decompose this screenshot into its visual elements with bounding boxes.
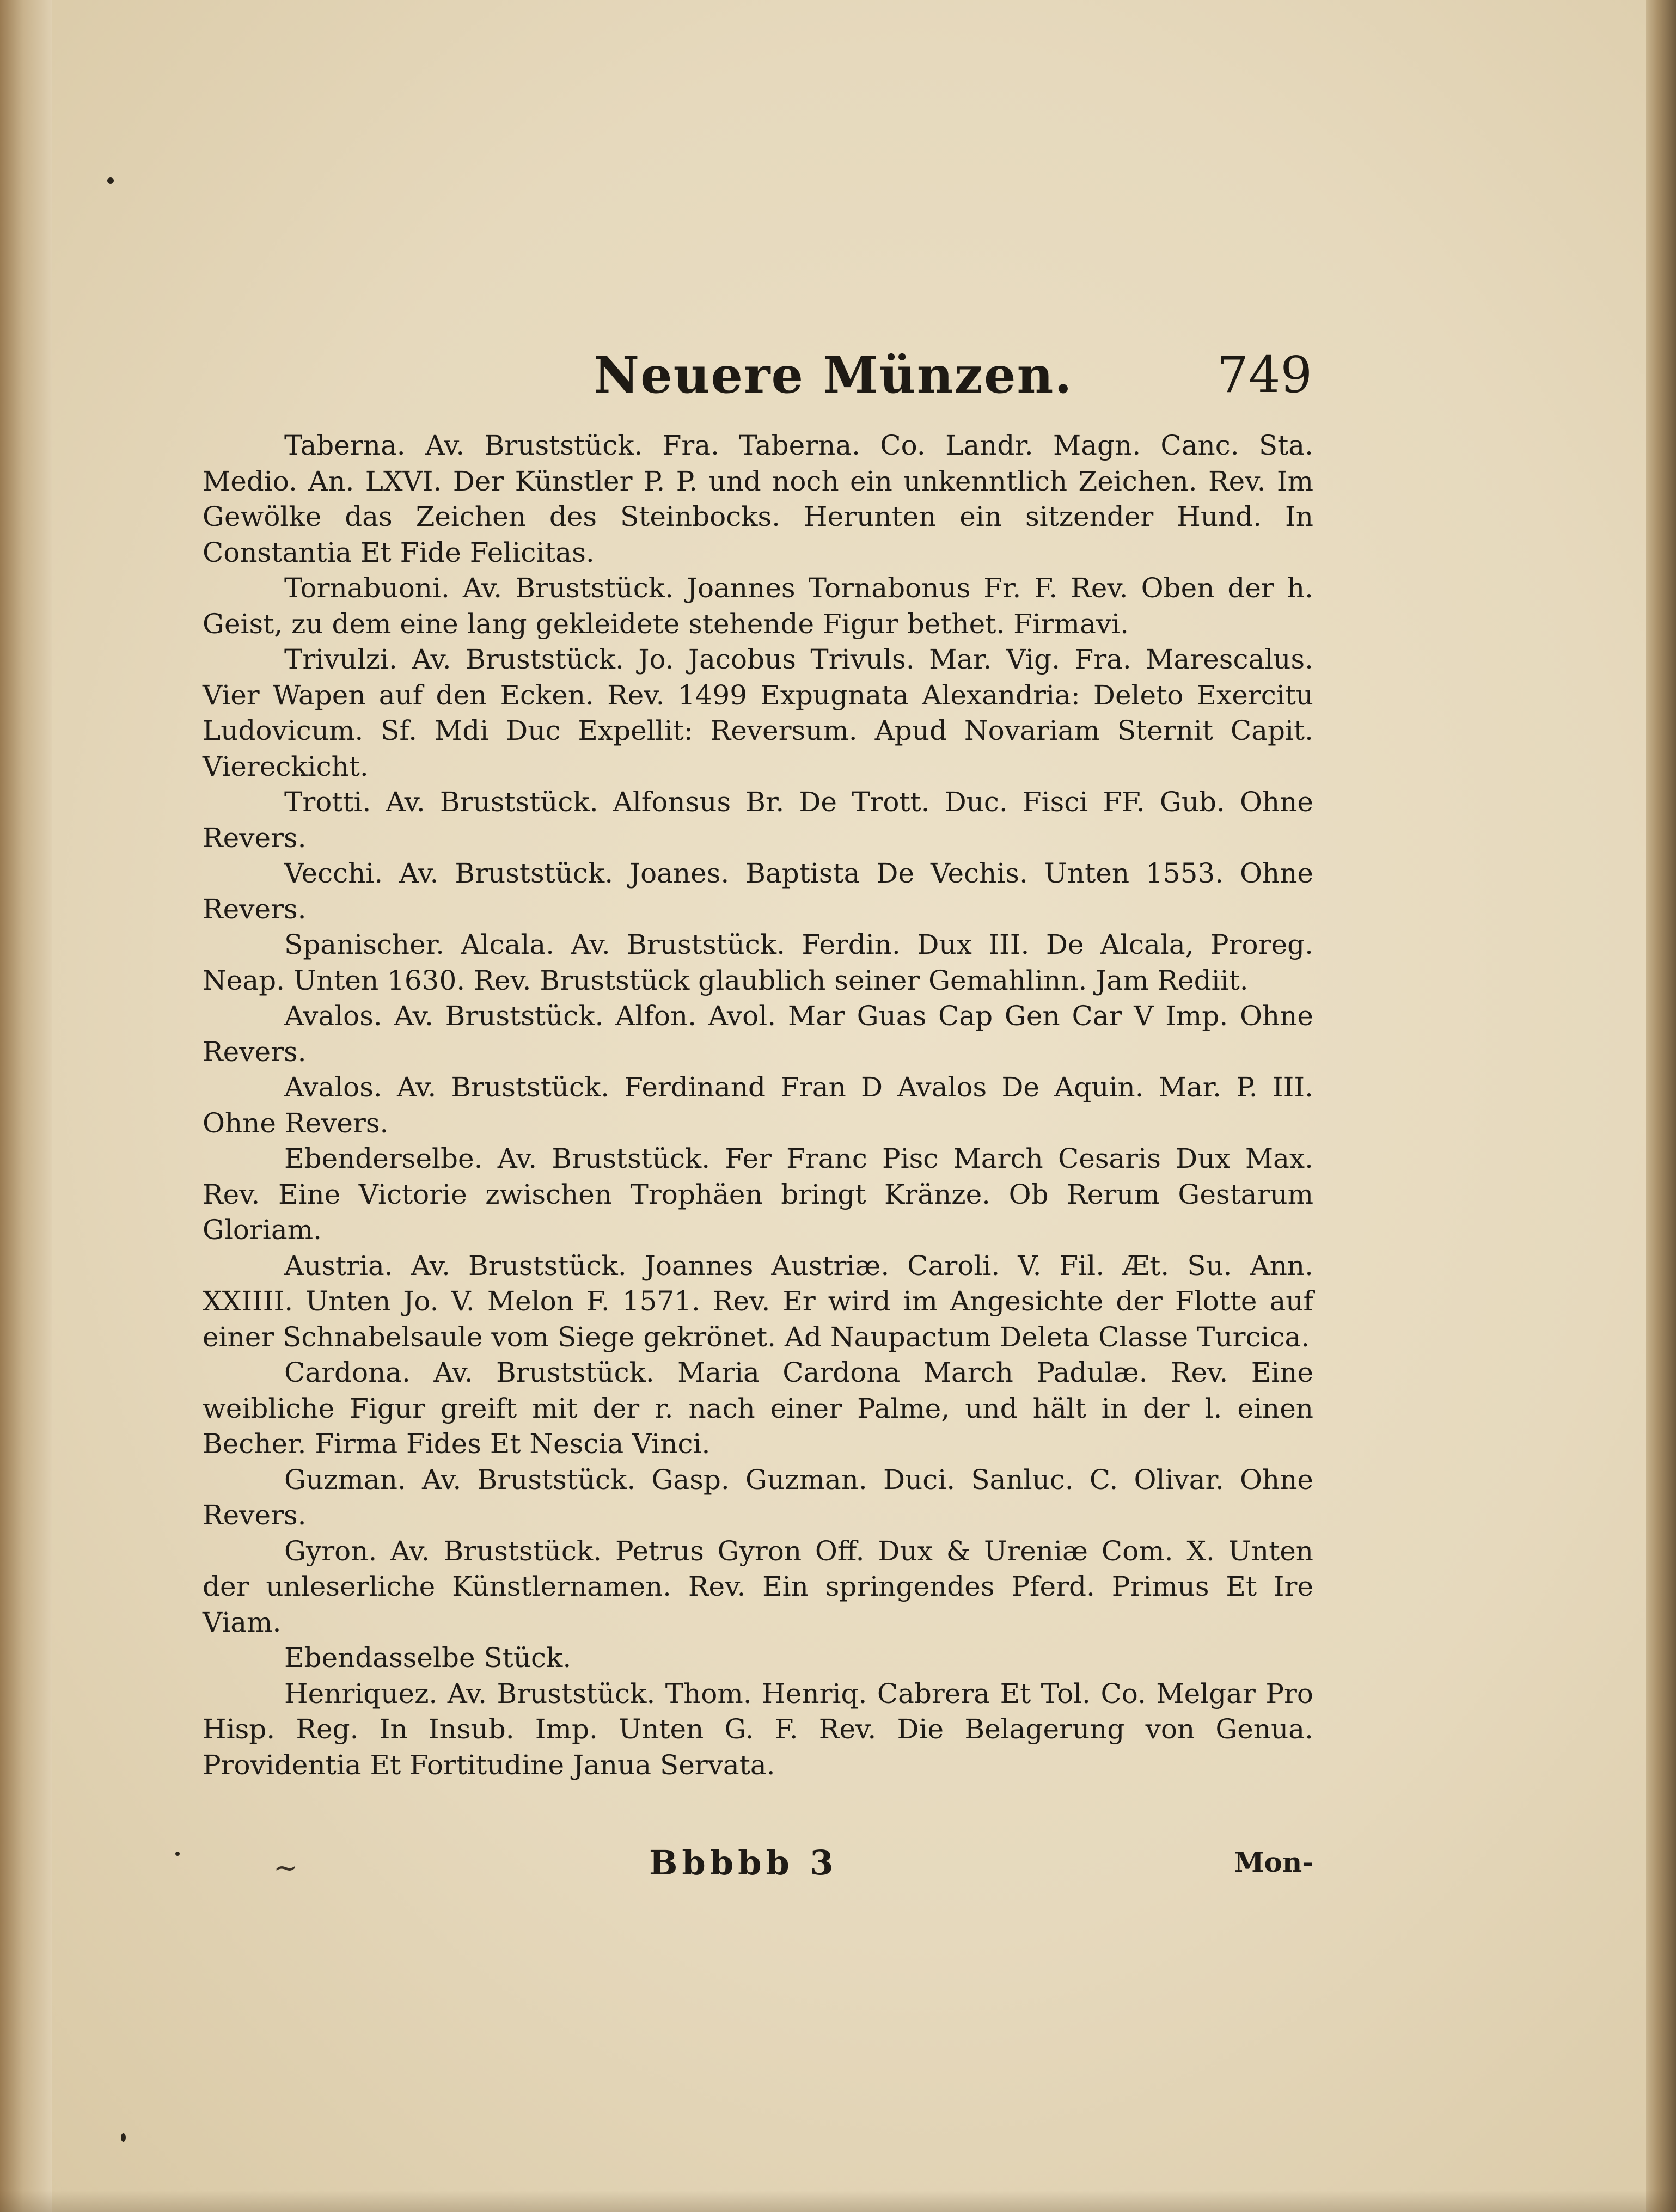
- page-footer: [203, 1843, 1313, 1897]
- flourish-ornament: ~: [273, 1851, 298, 1885]
- entry-alcala: Spanischer. Alcala. Av. Bruststück. Ferdin. Dux III. De Alcala, Proreg. Neap. Unten 1630. Rev. Bruststück glaublich seiner Gemahlinn. Jam Rediit.: [203, 929, 1313, 996]
- entry-gyron: Gyron. Av. Bruststück. Petrus Gyron Off. Dux & Ureniæ Com. X. Unten der unleserliche Künstlernamen. Rev. Ein springendes Pferd. Primus Et Ire Viam.: [203, 1535, 1313, 1638]
- entry-ebenderselbe: Ebenderselbe. Av. Bruststück. Fer Franc Pisc March Cesaris Dux Max. Rev. Eine Victorie zwischen Trophäen bringt Kränze. Ob Rerum Gestarum Gloriam.: [203, 1143, 1313, 1246]
- entry-avalos-2: Avalos. Av. Bruststück. Ferdinand Fran D Avalos De Aquin. Mar. P. III. Ohne Revers.: [203, 1071, 1313, 1139]
- page-fore-edge: [1646, 0, 1676, 2212]
- entry-tornabuoni: Tornabuoni. Av. Bruststück. Joannes Tornabonus Fr. F. Rev. Oben der h. Geist, zu dem eine lang gekleidete stehende Figur bethet. Firmavi.: [203, 572, 1313, 640]
- entry-ebendasselbe: Ebendasselbe Stück.: [284, 1642, 572, 1674]
- signature-mark: Bbbbb 3: [649, 1843, 838, 1883]
- running-title: Neuere Münzen.: [594, 346, 1073, 405]
- ink-speck: [175, 1852, 180, 1856]
- catchword: Mon-: [1234, 1846, 1313, 1878]
- ink-speck: [121, 2133, 126, 2142]
- page-number: 749: [1216, 346, 1312, 404]
- ink-speck: [107, 177, 114, 184]
- entry-guzman: Guzman. Av. Bruststück. Gasp. Guzman. Duci. Sanluc. C. Olivar. Ohne Revers.: [203, 1463, 1313, 1531]
- page-header: [594, 346, 1312, 416]
- text-body: [203, 428, 1313, 1783]
- page-bottom-shadow: [0, 2190, 1676, 2212]
- entry-cardona: Cardona. Av. Bruststück. Maria Cardona March Padulæ. Rev. Eine weibliche Figur greift mit der r. nach einer Palme, und hält in der l. einen Becher. Firma Fides Et Nescia Vinci.: [203, 1357, 1313, 1460]
- entry-vecchi: Vecchi. Av. Bruststück. Joanes. Baptista De Vechis. Unten 1553. Ohne Revers.: [203, 857, 1313, 925]
- entry-avalos-1: Avalos. Av. Bruststück. Alfon. Avol. Mar Guas Cap Gen Car V Imp. Ohne Revers.: [203, 1000, 1313, 1068]
- entry-trotti: Trotti. Av. Bruststück. Alfonsus Br. De Trott. Duc. Fisci FF. Gub. Ohne Revers.: [203, 786, 1313, 854]
- book-spine-shadow: [0, 0, 52, 2212]
- entry-henriquez: Henriquez. Av. Bruststück. Thom. Henriq. Cabrera Et Tol. Co. Melgar Pro Hisp. Reg. In Insub. Imp. Unten G. F. Rev. Die Belagerung von Genua. Providentia Et Fortitudine Janua Servata.: [203, 1677, 1313, 1781]
- entry-taberna: Taberna. Av. Bruststück. Fra. Taberna. Co. Landr. Magn. Canc. Sta. Medio. An. LXVI. Der Künstler P. P. und noch ein unkenntlich Zeichen. Rev. Im Gewölke das Zeichen des Steinbocks. Herunten ein sitzender Hund. In Constantia Et Fide Felicitas.: [203, 430, 1313, 568]
- entry-trivulzi: Trivulzi. Av. Bruststück. Jo. Jacobus Trivuls. Mar. Vig. Fra. Marescalus. Vier Wapen auf den Ecken. Rev. 1499 Expugnata Alexandria: Deleto Exercitu Ludovicum. Sf. Mdi Duc Expellit: Reversum. Apud Novariam Sternit Capit. Viereckicht.: [203, 644, 1313, 782]
- entry-austria: Austria. Av. Bruststück. Joannes Austriæ. Caroli. V. Fil. Æt. Su. Ann. XXIIII. Unten Jo. V. Melon F. 1571. Rev. Er wird im Angesichte der Flotte auf einer Schnabelsaule vom Siege gekrönet. Ad Naupactum Deleta Classe Turcica.: [203, 1249, 1313, 1353]
